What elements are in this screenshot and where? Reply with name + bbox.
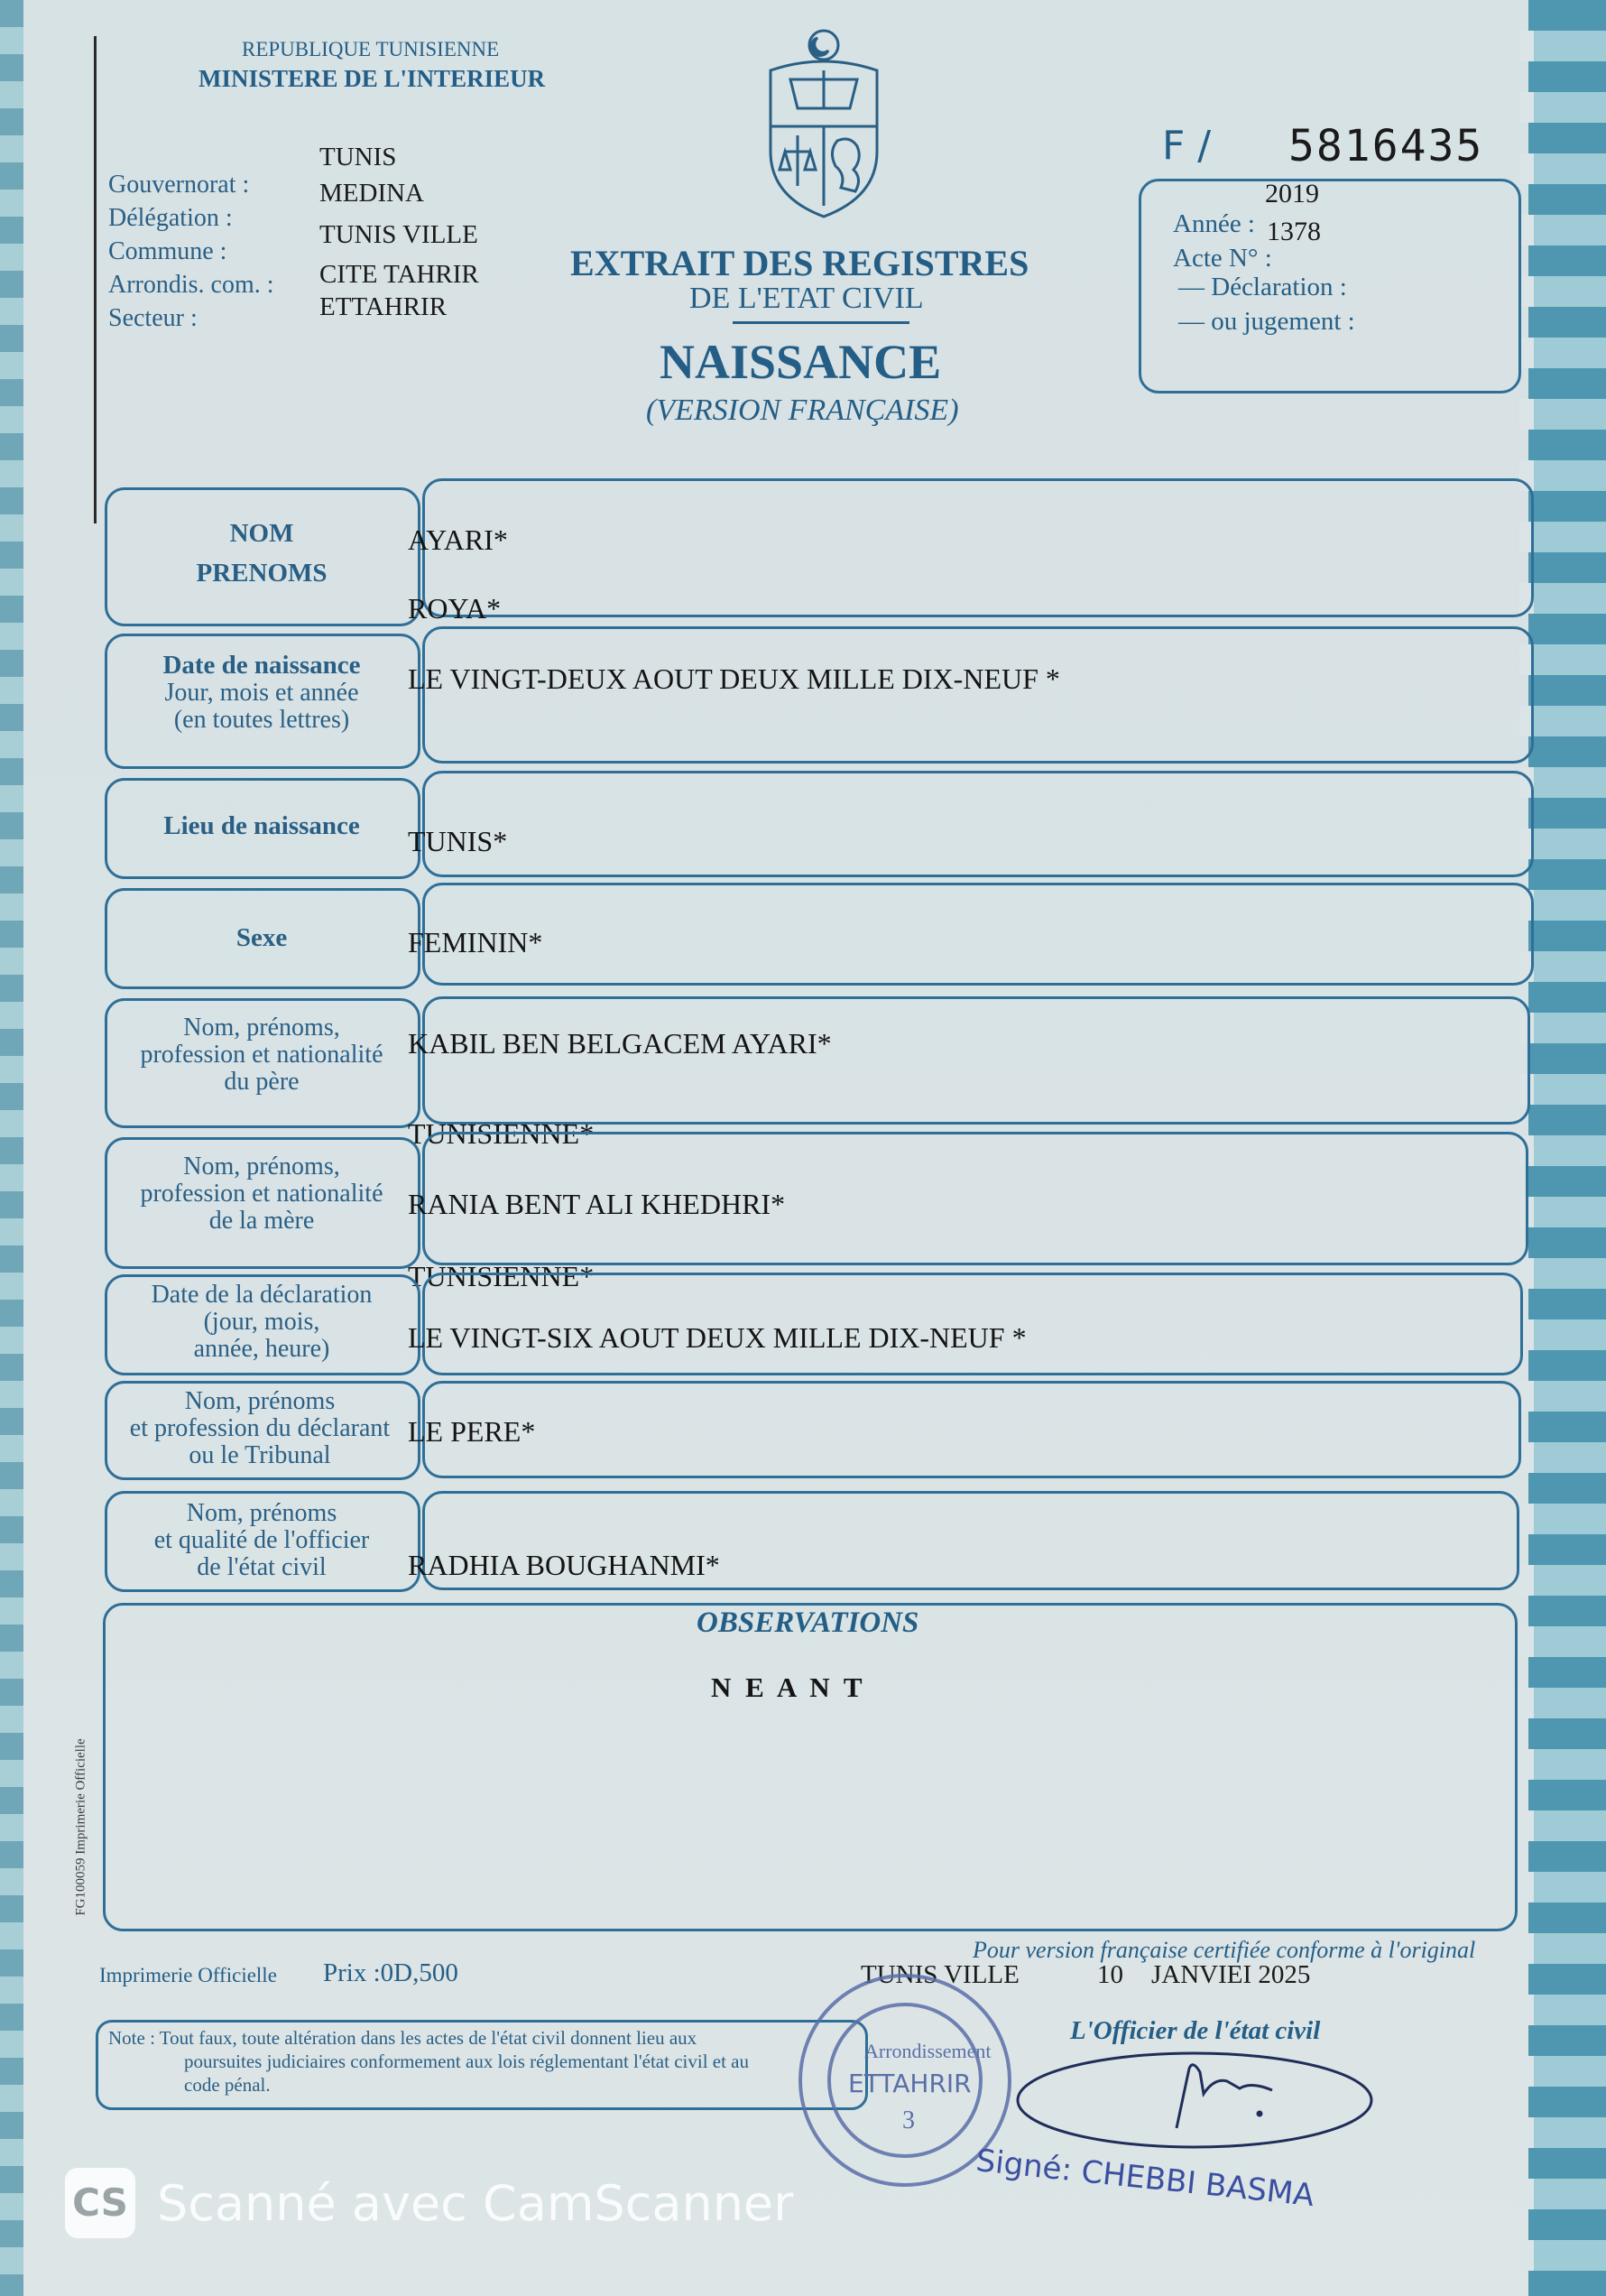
nom-label-box <box>105 487 420 626</box>
title-divider <box>733 321 909 324</box>
extract-title-line2: DE L'ETAT CIVIL <box>689 282 924 315</box>
prenoms-value: ROYA* <box>408 592 502 625</box>
officier-label: Nom, prénoms et qualité de l'officier de l'état civil <box>153 1499 370 1581</box>
sexe-value: FEMININ* <box>408 926 543 958</box>
commune-label: Commune : <box>108 237 227 265</box>
nom-value: AYARI* <box>408 523 508 556</box>
issue-city: TUNIS VILLE <box>861 1960 1020 1989</box>
nom-label: NOM <box>229 519 294 548</box>
stamp-arrondissement-text: Arrondissement <box>864 2040 992 2062</box>
note-line3: code pénal. <box>184 2074 271 2096</box>
gouvernorat-value: TUNIS <box>319 143 397 171</box>
officer-title: L'Officier de l'état civil <box>1070 2016 1321 2045</box>
camscanner-logo-icon: CS <box>65 2168 135 2238</box>
serial-prefix: F / <box>1162 123 1212 169</box>
declaration-label: — Déclaration : <box>1178 273 1347 301</box>
naissance-title: NAISSANCE <box>660 335 942 389</box>
stamp-number: 3 <box>902 2106 915 2134</box>
gouvernorat-label: Gouvernorat : <box>108 171 250 199</box>
declarant-label: Nom, prénoms et profession du déclarant ou le Tribunal <box>129 1387 391 1469</box>
delegation-value: MEDINA <box>319 179 424 208</box>
observations-title: OBSERVATIONS <box>697 1606 919 1639</box>
dob-value: LE VINGT-DEUX AOUT DEUX MILLE DIX-NEUF * <box>408 662 1060 695</box>
issue-month-year: JANVIEI 2025 <box>1151 1960 1311 1989</box>
delegation-label: Délégation : <box>108 204 233 232</box>
issue-day: 10 <box>1097 1960 1123 1989</box>
pere-value-box <box>422 996 1530 1125</box>
officier-value: RADHIA BOUGHANMI* <box>408 1549 720 1581</box>
pere-value: KABIL BEN BELGACEM AYARI* <box>408 1027 832 1060</box>
commune-value: TUNIS VILLE <box>319 220 478 249</box>
version-subtitle: (VERSION FRANÇAISE) <box>646 393 959 427</box>
right-guilloche-border <box>1528 0 1606 2296</box>
prix-text: Prix :0D,500 <box>323 1958 458 1987</box>
decl-label: Date de la déclaration (jour, mois, année, heure) <box>151 1281 373 1363</box>
sexe-label: Sexe <box>235 923 288 952</box>
arrondissement-label: Arrondis. com. : <box>108 271 274 299</box>
prenoms-label: PRENOMS <box>196 559 328 588</box>
signed-by-text: Signé: CHEBBI BASMA <box>974 2143 1316 2215</box>
declarant-value: LE PERE* <box>408 1415 536 1448</box>
left-border <box>0 0 23 2296</box>
secteur-value: ETTAHRIR <box>319 292 448 321</box>
handwritten-signature-icon <box>1014 2041 1375 2159</box>
observations-box <box>103 1603 1518 1931</box>
stamp-ettahrir-text: ETTAHRIR <box>848 2069 972 2098</box>
extract-title-line1: EXTRAIT DES REGISTRES <box>570 243 1029 283</box>
sexe-value-box <box>422 883 1534 986</box>
secteur-label: Secteur : <box>108 304 198 332</box>
annee-label: Année : <box>1173 209 1255 238</box>
arrondissement-value: CITE TAHRIR <box>319 260 479 289</box>
mere-label: Nom, prénoms, profession et nationalité de la mère <box>140 1153 383 1235</box>
note-line1: Note : Tout faux, toute altération dans les actes de l'état civil donnent lieu aux <box>108 2027 697 2049</box>
lieu-value: TUNIS* <box>408 825 508 857</box>
serial-number: 5816435 <box>1288 121 1484 171</box>
jugement-label: — ou jugement : <box>1178 307 1355 336</box>
side-print-text: FG100059 Imprimerie Officielle <box>73 1738 88 1916</box>
republic-text: REPUBLIQUE TUNISIENNE <box>242 38 500 60</box>
note-line2: poursuites judiciaires conformement aux lois réglementant l'état civil et au <box>184 2051 750 2072</box>
left-margin-line <box>94 36 97 523</box>
acte-number-label: Acte N° : <box>1173 244 1272 273</box>
dob-label: Date de naissance Jour, mois et année (en toutes lettres) <box>162 651 361 734</box>
mere-value: RANIA BENT ALI KHEDHRI* <box>408 1188 786 1220</box>
nom-value-box <box>422 478 1534 617</box>
ministry-text: MINISTERE DE L'INTERIEUR <box>198 65 546 92</box>
acte-number-value: 1378 <box>1267 217 1321 246</box>
certification-text: Pour version française certifiée conforme à l'original <box>973 1937 1476 1963</box>
camscanner-watermark-text: Scanné avec CamScanner <box>157 2175 794 2232</box>
lieu-label: Lieu de naissance <box>163 811 360 840</box>
tunisia-coat-of-arms-icon <box>758 25 890 224</box>
pere-nationality: TUNISIENNE* <box>408 1117 595 1150</box>
annee-value: 2019 <box>1265 179 1319 208</box>
pere-label: Nom, prénoms, profession et nationalité du père <box>140 1014 383 1096</box>
decl-date-value: LE VINGT-SIX AOUT DEUX MILLE DIX-NEUF * <box>408 1321 1027 1354</box>
observations-value: N E A N T <box>711 1671 866 1703</box>
imprimerie-text: Imprimerie Officielle <box>99 1964 277 1986</box>
location-labels <box>108 168 274 335</box>
mere-nationality: TUNISIENNE* <box>408 1260 595 1292</box>
declarant-value-box <box>422 1381 1521 1478</box>
lieu-value-box <box>422 771 1534 877</box>
